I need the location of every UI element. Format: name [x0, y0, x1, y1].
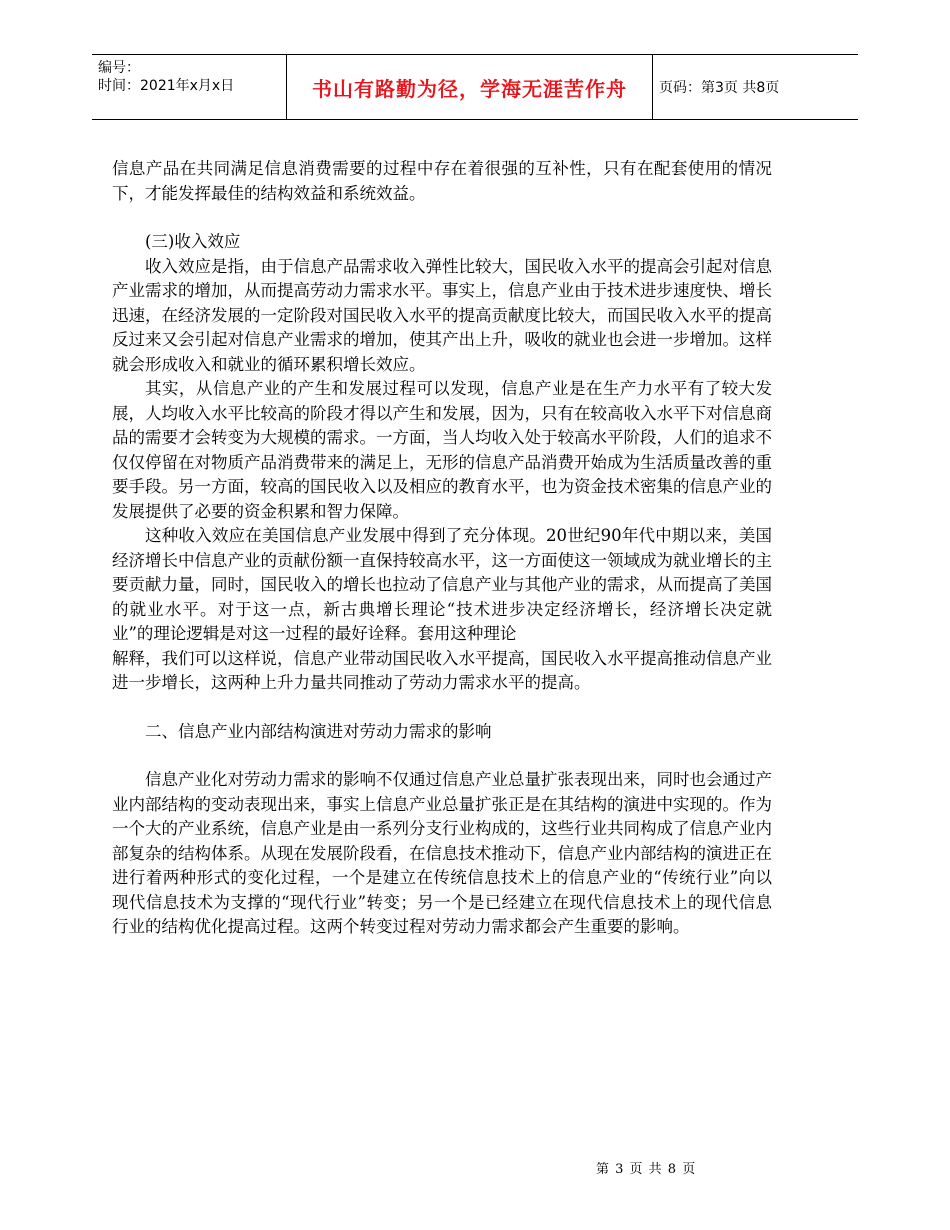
header-motto: 书山有路勤为径，学海无涯苦作舟	[312, 76, 627, 101]
page-header	[92, 54, 858, 120]
section-heading: (三)收入效应	[145, 232, 241, 251]
section-heading: 二、信息产业内部结构演进对劳动力需求的影响	[145, 721, 492, 741]
header-divider	[652, 55, 653, 119]
paragraph: 解释，我们可以这样说，信息产业带动国民收入水平提高，国民收入水平提高推动信息产业进一步增长，这两种上升力量共同推动了劳动力需求水平的提高。	[112, 648, 772, 692]
paragraph-gap	[112, 206, 772, 230]
paragraph: 这种收入效应在美国信息产业发展中得到了充分体现。20世纪90年代中期以来，美国经济增长中信息产业的贡献份额一直保持较高水平，这一方面使这一领域成为就业增长的主要贡献力量，同时，国民收入的增长也拉动了信息产业与其他产业的需求，从而提高了美国的就业水平。对于这一点，新古典增长理论“技术进步决定经济增长，经济增长决定就业”的理论逻辑是对这一过程的最好诠释。套用这种理论	[112, 526, 772, 643]
document-time-label: 时间：2021年x月x日	[98, 78, 235, 94]
paragraph: 信息产业化对劳动力需求的影响不仅通过信息产业总量扩张表现出来，同时也会通过产业内部结构的变动表现出来，事实上信息产业总量扩张正是在其结构的演进中实现的。作为一个大的产业系统，信息产业是由一系列分支行业构成的，这些行业共同构成了信息产业内部复杂的结构体系。从现在发展阶段看，在信息技术推动下，信息产业内部结构的演进正在进行着两种形式的变化过程，一个是建立在传统信息技术上的信息产业的“传统行业”向以现代信息技术为支撑的“现代行业”转变；另一个是已经建立在现代信息技术上的现代信息行业的结构优化提高过程。这两个转变过程对劳动力需求都会产生重要的影响。	[112, 770, 772, 936]
document-number-label: 编号：	[98, 60, 140, 76]
page-footer: 第 3 页 共 8 页	[596, 1162, 697, 1177]
header-page-info: 页码：第3页 共8页	[659, 80, 780, 96]
paragraph: 信息产品在共同满足信息消费需要的过程中存在着很强的互补性，只有在配套使用的情况下，才能发挥最佳的结构效益和系统效益。	[112, 159, 772, 203]
paragraph-gap	[112, 696, 772, 720]
paragraph: 收入效应是指，由于信息产品需求收入弹性比较大，国民收入水平的提高会引起对信息产业需求的增加，从而提高劳动力需求水平。事实上，信息产业由于技术进步速度快、增长迅速，在经济发展的一定阶段对国民收入水平的提高贡献度比较大，而国民收入水平的提高反过来又会引起对信息产业需求的增加，使其产出上升，吸收的就业也会进一步增加。这样就会形成收入和就业的循环累积增长效应。	[112, 256, 772, 374]
document-body	[112, 157, 772, 940]
paragraph-gap	[112, 744, 772, 768]
header-meta	[98, 59, 283, 95]
paragraph: 其实，从信息产业的产生和发展过程可以发现，信息产业是在生产力水平有了较大发展，人均收入水平比较高的阶段才得以产生和发展，因为，只有在较高收入水平下对信息商品的需要才会转变为大规模的需求。一方面，当人均收入处于较高水平阶段，人们的追求不仅仅停留在对物质产品消费带来的满足上，无形的信息产品消费开始成为生活质量改善的重要手段。另一方面，较高的国民收入以及相应的教育水平，也为资金技术密集的信息产业的发展提供了必要的资金积累和智力保障。	[112, 379, 772, 521]
